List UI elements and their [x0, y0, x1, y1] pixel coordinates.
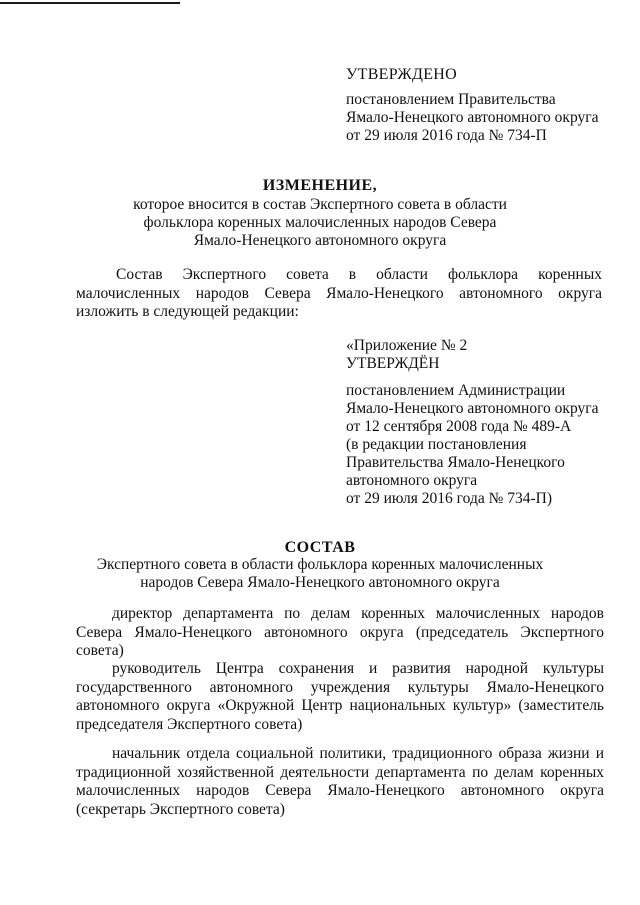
- member-paragraph: начальник отдела социальной политики, традиционного образа жизни и традиционной хозяйственной деятельности департамента по делам коренных малочисленных народов Севера Ямало-Ненецкого автономного округа (секретарь Экспертного совета): [76, 745, 604, 818]
- approval-line: Ямало-Ненецкого автономного округа: [346, 109, 599, 126]
- appendix-line: от 12 сентября 2008 года № 489-А: [346, 418, 572, 435]
- change-title: ИЗМЕНЕНИЕ,: [262, 177, 378, 194]
- header-rule: [0, 2, 180, 4]
- composition-title: СОСТАВ: [284, 539, 356, 556]
- approval-details: [346, 91, 598, 145]
- appendix-line: автономного округа: [346, 472, 478, 489]
- appendix-line: (в редакции постановления: [346, 436, 527, 453]
- composition-subtitle-line: Экспертного совета в области фольклора коренных малочисленных: [96, 556, 544, 573]
- intro-paragraph: Состав Экспертного совета в области фольклора коренных малочисленных народов Севера Ямало-Ненецкого автономного округа изложить в следующей редакции:: [76, 266, 602, 320]
- appendix-heading-line: УТВЕРЖДЁН: [346, 355, 440, 372]
- appendix-details: [346, 382, 598, 508]
- approval-title: УТВЕРЖДЕНО: [346, 66, 458, 83]
- appendix-line: от 29 июля 2016 года № 734-П): [346, 490, 553, 507]
- change-subtitle-line: Ямало-Ненецкого автономного округа: [193, 232, 447, 249]
- member-paragraph: руководитель Центра сохранения и развития народной культуры государственного автономного учреждения культуры Ямало-Ненецкого автономного округа «Окружной Центр национальных культур» (заместитель председателя Экспертного совета): [76, 660, 604, 733]
- change-subtitle-line: которое вносится в состав Экспертного совета в области: [133, 196, 507, 213]
- appendix-line: Правительства Ямало-Ненецкого: [346, 454, 565, 471]
- change-subtitle: [0, 196, 640, 250]
- appendix-heading: [346, 337, 467, 373]
- appendix-heading-line: «Приложение № 2: [346, 337, 468, 354]
- approval-line: постановлением Правительства: [346, 91, 556, 108]
- approval-line: от 29 июля 2016 года № 734-П: [346, 127, 547, 144]
- appendix-line: постановлением Администрации: [346, 382, 566, 399]
- appendix-line: Ямало-Ненецкого автономного округа: [346, 400, 599, 417]
- composition-subtitle-line: народов Севера Ямало-Ненецкого автономного округа: [140, 574, 500, 591]
- composition-subtitle: [0, 556, 640, 592]
- change-subtitle-line: фольклора коренных малочисленных народов Севера: [143, 214, 497, 231]
- member-paragraph: директор департамента по делам коренных малочисленных народов Севера Ямало-Ненецкого автономного округа (председатель Экспертного совета): [76, 605, 604, 659]
